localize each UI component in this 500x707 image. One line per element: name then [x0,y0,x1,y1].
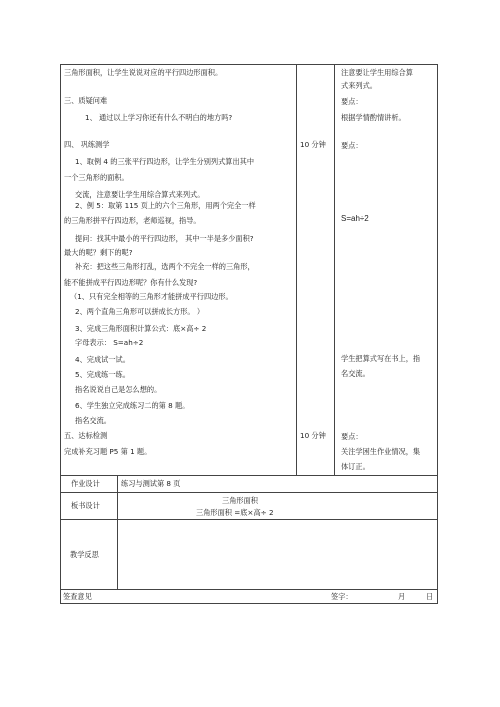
section-heading: 五、达标检测 [64,431,108,440]
lesson-line: 能不能拼成平行四边形呢？你有什么发现? [64,278,198,287]
board-formula: 三角形面积 =底×高÷ 2 [196,508,274,517]
top-border [60,64,438,65]
homework-label: 作业设计 [71,479,100,488]
lesson-line: 指名说说自己是怎么想的。 [75,385,162,394]
lesson-line: （1、只有完全相等的三角形才能拼成平行四边形。 [70,292,233,301]
footer-label-col [117,475,118,589]
note-line: 要点： [341,97,363,106]
lesson-line: 4、完成试一试。 [75,355,130,364]
lesson-line: 3、完成三角形面积计算公式：底×高÷ 2 [75,324,207,333]
review-label: 签查意见 [63,592,92,601]
lesson-line: 指名交流。 [75,416,111,425]
board-label: 板书设计 [71,501,100,510]
lesson-line: 补充：把这些三角形打乱，选两个不完全一样的三角形， [75,262,255,271]
month-label: 月 [398,592,406,601]
lesson-line: 的三角形拼平行四边形，老师巡视，指导。 [64,216,201,225]
section-heading: 三、质疑问难 [64,96,108,105]
note-line: 学生把算式写在书上，指 [341,354,421,363]
note-line: 式来列式。 [341,81,377,90]
lesson-line: 一个三角形的面积。 [64,173,129,182]
note-line: 关注学困生作业情况，集 [341,447,421,456]
lesson-line: 完成补充习题 P5 第 1 题。 [64,447,152,456]
lesson-line: 6、学生独立完成练习二的第 8 题。 [75,401,190,410]
note-line: 要点： [341,432,363,441]
note-line: 要点： [341,141,363,150]
board-title: 三角形面积 [222,496,258,505]
note-line: 根据学情酌情讲析。 [341,113,406,122]
reflection-label: 教学反思 [70,550,99,559]
lesson-line: 三角形面积，让学生说说对应的平行四边形面积。 [64,68,223,77]
right-border [437,64,438,603]
lesson-line: 字母表示： S=ah÷2 [75,338,144,347]
lesson-line: 最大的呢？剩下的呢? [64,248,133,257]
lesson-line: 交流，注意要让学生用综合算式来列式。 [75,190,205,199]
day-label: 日 [426,592,434,601]
left-border [60,64,61,603]
time-col-right [334,64,335,475]
time-allocation: 10 分钟 [300,140,326,149]
lesson-line: 提问：找其中最小的平行四边形， 其中一半是多少面积? [75,234,254,243]
reflection-divider [60,589,438,590]
lesson-line: 1、 通过以上学习你还有什么不明白的地方吗? [85,113,233,122]
sign-label: 签字： [331,592,353,601]
note-line: 名交流。 [341,369,370,378]
note-formula: S=ah÷2 [341,214,369,223]
bottom-border [60,603,438,604]
homework-value: 练习与测试第 8 页 [121,479,181,488]
lesson-line: 5、完成练一练。 [75,370,130,379]
lesson-line: 1、取例 4 的三张平行四边形，让学生分别列式算出其中 [75,157,255,166]
note-line: 体订正。 [341,462,370,471]
time-allocation: 10 分钟 [300,431,326,440]
note-line: 注意要让学生用综合算 [341,68,413,77]
section-heading: 四、 巩练测学 [64,140,110,149]
lesson-line: 2、两个直角三角形可以拼成长方形。 ） [75,307,205,316]
lesson-line: 2、例 5：取第 115 页上的六个三角形，用两个完全一样 [75,201,256,210]
time-col-left [296,64,297,475]
